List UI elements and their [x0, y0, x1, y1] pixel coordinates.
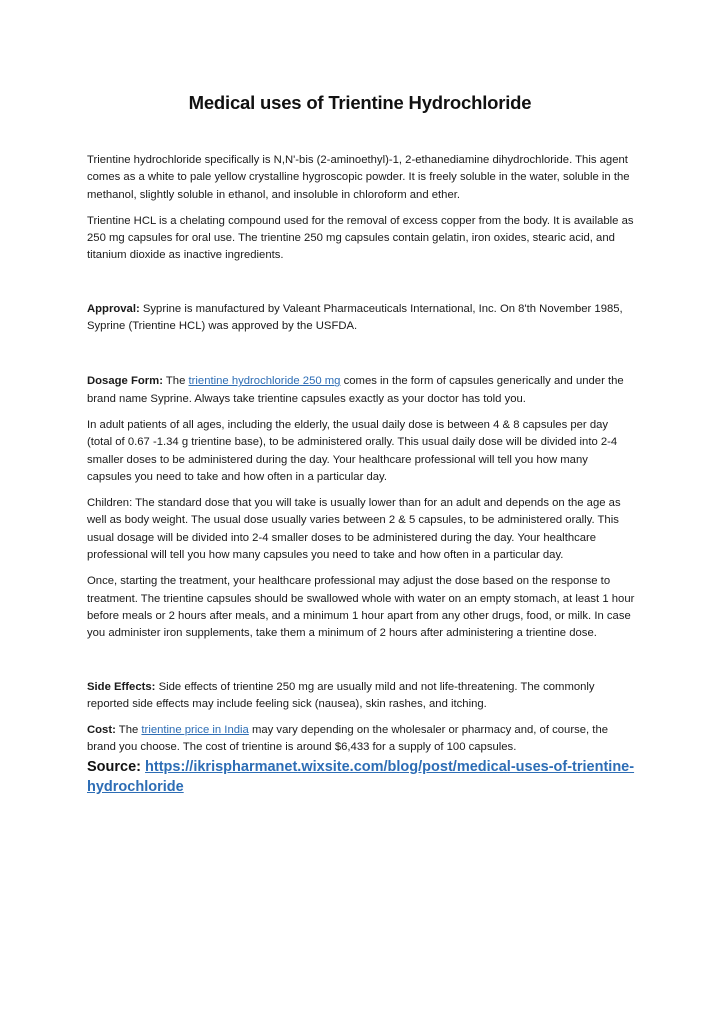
treatment-paragraph: Once, starting the treatment, your healthcare professional may adjust the dose based on the response to treatment. The trientine capsules should be swallowed whole with water on an empty stomach, at least 1 hour before meals or 2 hours after meals, and a minimum 1 hour apart from any other drugs, food, or milk. In case you administer iron supplements, take them a minimum of 2 hours after administering a trientine dose. [87, 575, 635, 640]
dosage-link[interactable]: trientine hydrochloride 250 mg [188, 375, 341, 388]
dosage-text-pre: The [162, 375, 189, 388]
children-dose-paragraph: Children: The standard dose that you will take is usually lower than for an adult and depends on the age as well as body weight. The usual dose usually varies between 2 & 5 capsules, to be administered orally. This usual dosage will be divided into 2-4 smaller doses to be administered during the day. Your healthcare professional will tell you how many capsules you need to take and how often in a particular day. [87, 497, 621, 562]
cost-text-pre: The [115, 724, 142, 737]
cost-paragraph [87, 722, 635, 757]
side-effects-label: Side Effects: [87, 680, 156, 693]
source-line [87, 757, 635, 797]
source-link[interactable]: https://ikrispharmanet.wixsite.com/blog/post/medical-uses-of-trientine-hydrochloride [87, 758, 635, 795]
cost-label: Cost: [87, 724, 116, 737]
adult-dose-paragraph: In adult patients of all ages, including the elderly, the usual daily dose is between 4 & 8 capsules per day (total of 0.67 -1.34 g trientine base), to be administered orally. This usual daily dose will be divided into 2-4 smaller doses to be administered during the day. Your healthcare professional will tell you how many capsules you need to take and how often in a particular day. [87, 418, 618, 483]
intro-paragraph: Trientine hydrochloride specifically is N,N'-bis (2-aminoethyl)-1, 2-ethanediamine dihydrochloride. This agent comes as a white to pale yellow crystalline hygroscopic powder. It is freely soluble in the water, soluble in the methanol, slightly soluble in ethanol, and insoluble in chloroform and ether. [87, 154, 630, 201]
page-title: Medical uses of Trientine Hydrochloride [188, 92, 532, 113]
approval-label: Approval: [87, 302, 140, 315]
side-effects-text: Side effects of trientine 250 mg are usually mild and not life-threatening. The commonly reported side effects may include feeling sick (nausea), skin rashes, and itching. [87, 680, 595, 710]
approval-paragraph [87, 301, 635, 336]
approval-text: Syprine is manufactured by Valeant Pharmaceuticals International, Inc. On 8'th November 1985, Syprine (Trientine HCL) was approved by the USFDA. [87, 302, 623, 333]
cost-text-post: may vary depending on the wholesaler or pharmacy and, of course, the brand you choose. The cost of trientine is around $6,433 for a supply of 100 capsules. [87, 724, 609, 754]
price-link[interactable]: trientine price in India [141, 724, 249, 737]
dosage-text-post: comes in the form of capsules generically and under the brand name Syprine. Always take trientine capsules exactly as your doctor has told you. [87, 375, 624, 405]
dosage-paragraph [87, 373, 635, 408]
side-effects-paragraph [87, 679, 635, 714]
source-label: Source: [87, 758, 146, 775]
dosage-label: Dosage Form: [87, 375, 163, 388]
chelating-paragraph: Trientine HCL is a chelating compound used for the removal of excess copper from the body. It is available as 250 mg capsules for oral use. The trientine 250 mg capsules contain gelatin, iron oxides, stearic acid, and titanium dioxide as inactive ingredients. [87, 214, 634, 262]
article-body [87, 152, 635, 797]
